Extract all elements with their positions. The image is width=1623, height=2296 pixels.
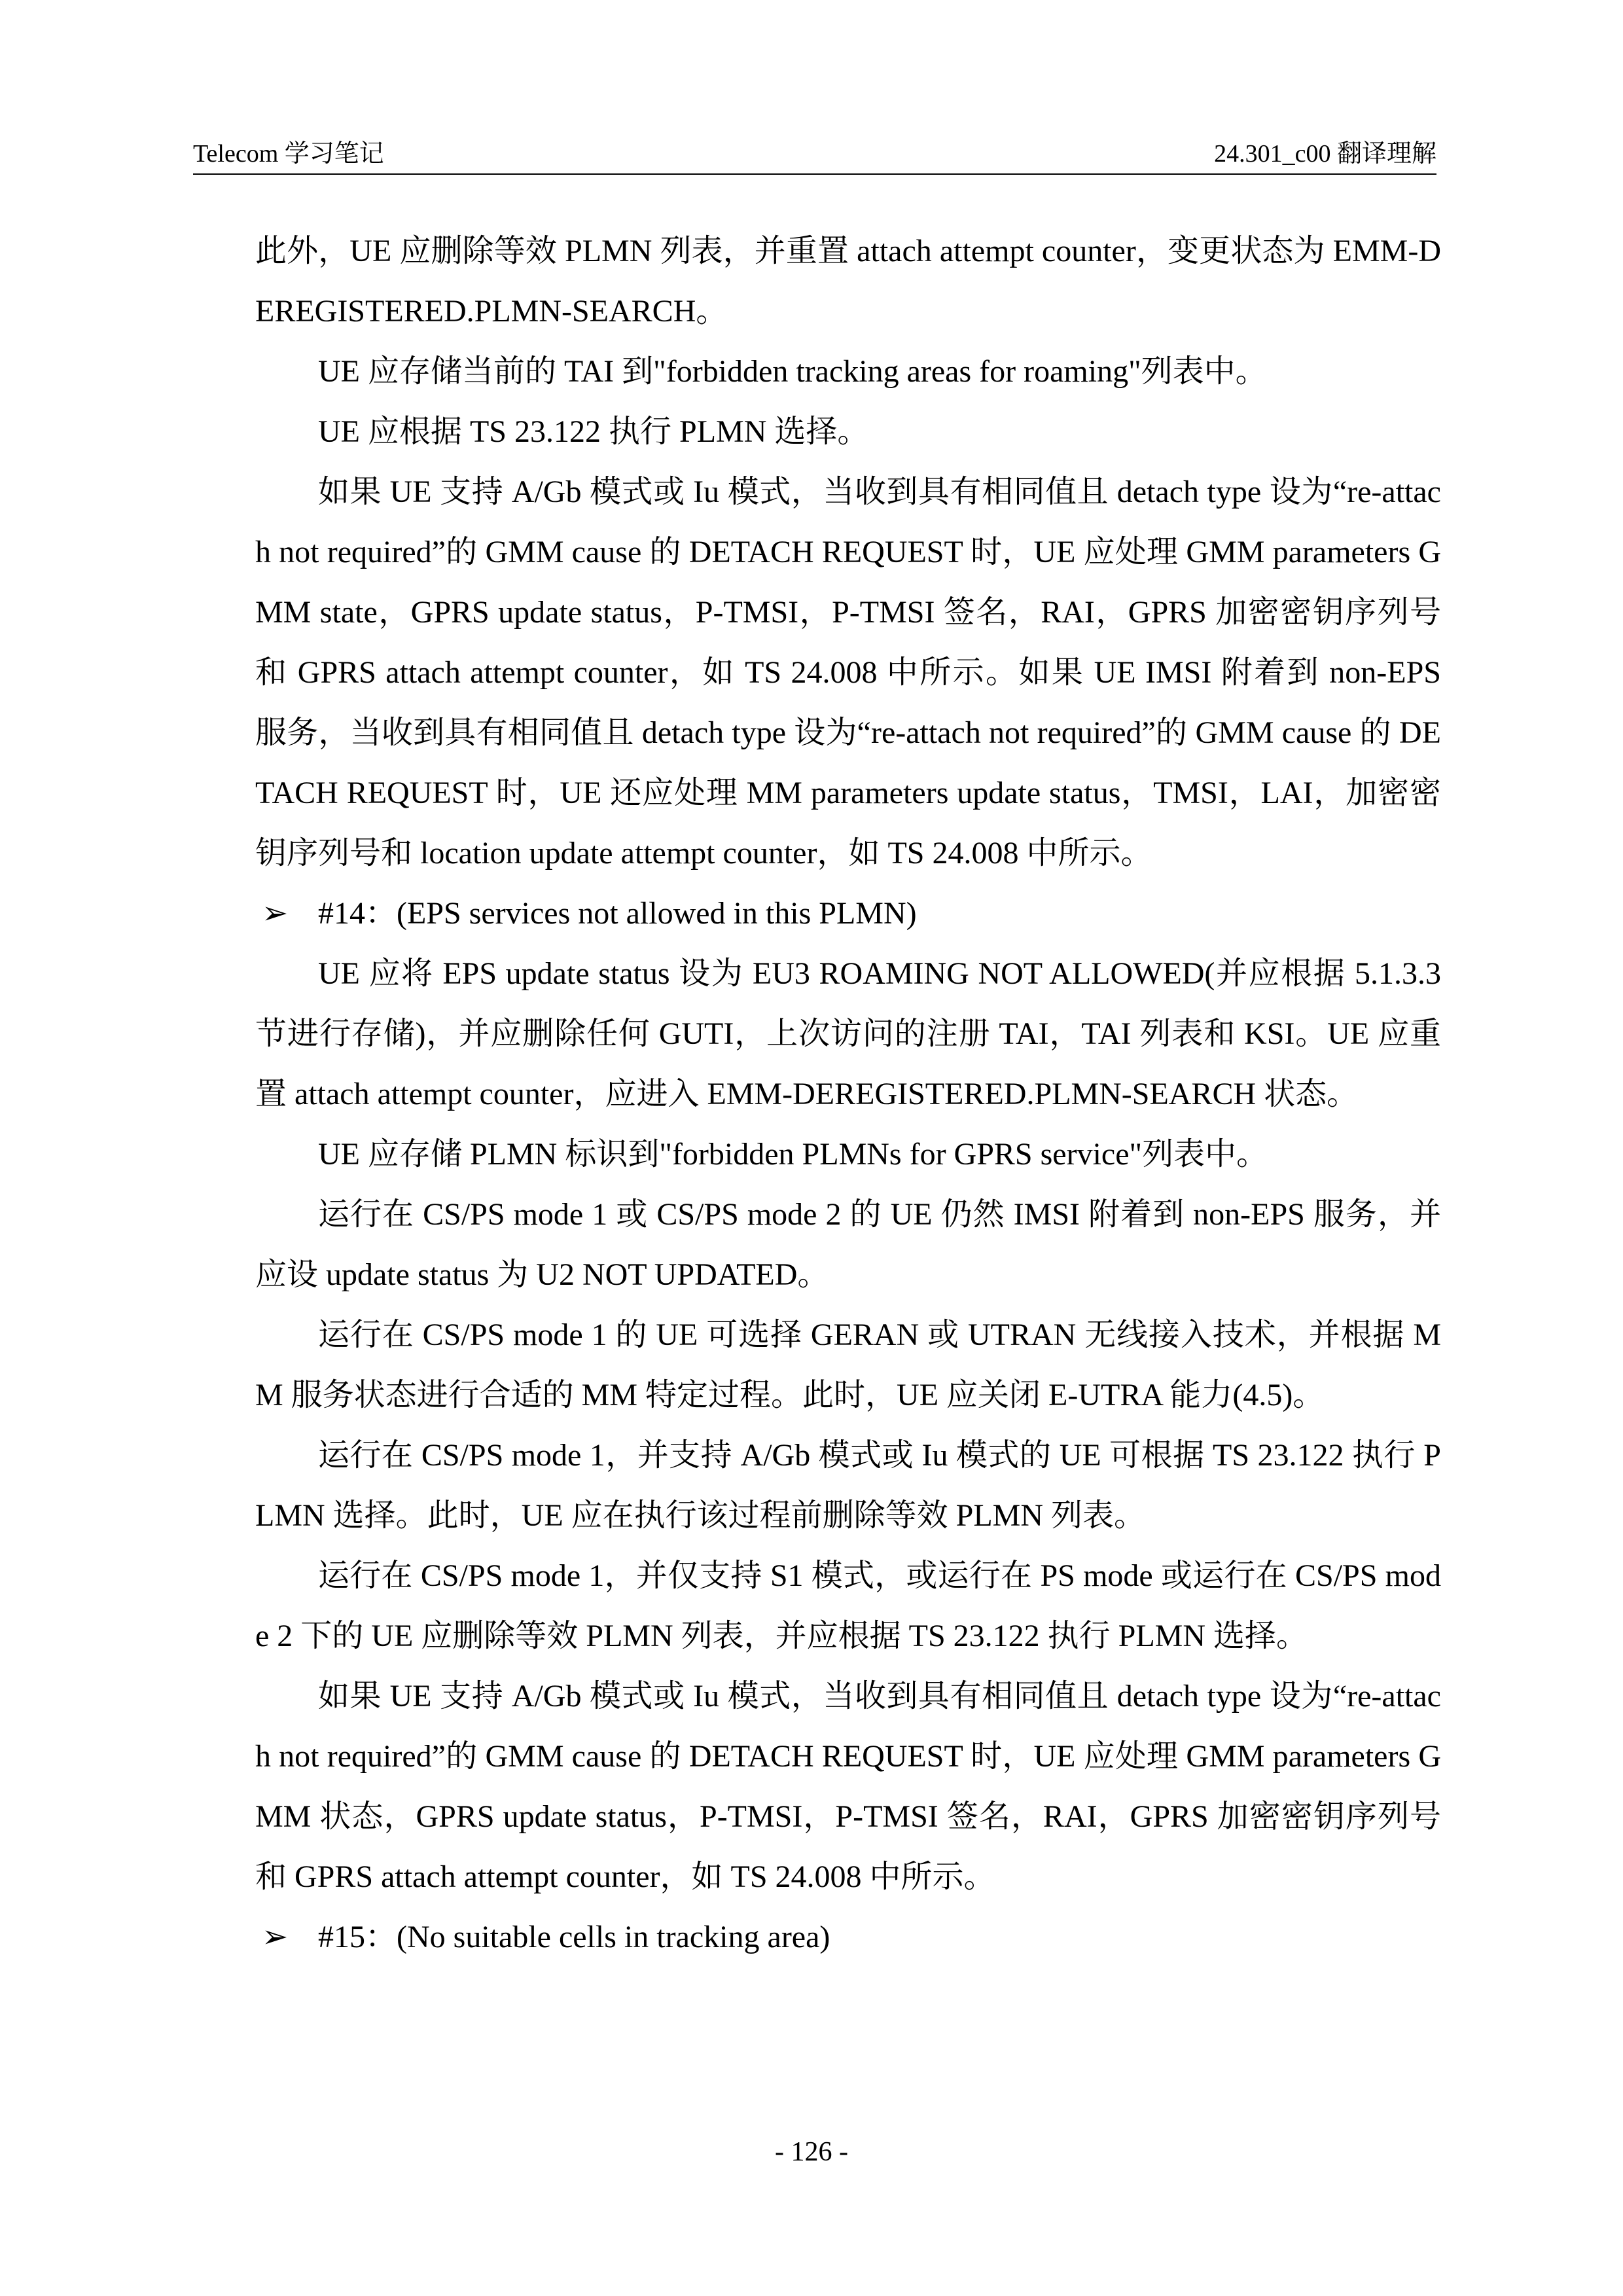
page-header <box>193 134 1436 175</box>
arrow-bullet-icon: ➢ <box>262 896 289 931</box>
header-right-title: 24.301_c00 翻译理解 <box>1214 140 1436 168</box>
paragraph: 如果 UE 支持 A/Gb 模式或 Iu 模式，当收到具有相同值且 detach type 设为“re-attach not required”的 GMM cause 的 DETACH REQUEST 时，UE 应处理 GMM parameters GMM 状态，GPRS update status，P-TMSI，P-TMSI 签名，RAI，GPRS 加密密钥序列号和 GPRS attach attempt counter，如 TS 24.008 中所示。 <box>255 1679 1441 1894</box>
paragraph: 此外，UE 应删除等效 PLMN 列表，并重置 attach attempt counter，变更状态为 EMM-DEREGISTERED.PLMN-SEARCH。 <box>255 234 1441 329</box>
bullet-text: #15：(No suitable cells in tracking area) <box>318 1920 830 1954</box>
paragraph: 运行在 CS/PS mode 1 或 CS/PS mode 2 的 UE 仍然 IMSI 附着到 non-EPS 服务，并应设 update status 为 U2 NOT UPDATED。 <box>255 1197 1441 1292</box>
paragraph: 运行在 CS/PS mode 1，并支持 A/Gb 模式或 Iu 模式的 UE 可根据 TS 23.122 执行 PLMN 选择。此时，UE 应在执行该过程前删除等效 PLMN 列表。 <box>255 1438 1441 1533</box>
paragraph: UE 应将 EPS update status 设为 EU3 ROAMING NOT ALLOWED(并应根据 5.1.3.3 节进行存储)，并应删除任何 GUTI，上次访问的注册 TAI，TAI 列表和 KSI。UE 应重置 attach attempt counter，应进入 EMM-DEREGISTERED.PLMN-SEARCH 状态。 <box>255 956 1441 1111</box>
paragraph: UE 应存储当前的 TAI 到"forbidden tracking areas for roaming"列表中。 <box>318 354 1267 389</box>
bullet-item <box>255 1907 1441 1967</box>
bullet-text: #14：(EPS services not allowed in this PLMN) <box>318 896 917 931</box>
header-left-title: Telecom 学习笔记 <box>193 140 384 168</box>
paragraph: 运行在 CS/PS mode 1，并仅支持 S1 模式，或运行在 PS mode 或运行在 CS/PS mode 2 下的 UE 应删除等效 PLMN 列表，并应根据 TS 23.122 执行 PLMN 选择。 <box>255 1558 1441 1653</box>
paragraph: 运行在 CS/PS mode 1 的 UE 可选择 GERAN 或 UTRAN 无线接入技术，并根据 MM 服务状态进行合适的 MM 特定过程。此时，UE 应关闭 E-UTRA 能力(4.5)。 <box>255 1318 1441 1412</box>
page-body <box>255 221 1441 1967</box>
paragraph: UE 应根据 TS 23.122 执行 PLMN 选择。 <box>318 414 869 449</box>
paragraph: UE 应存储 PLMN 标识到"forbidden PLMNs for GPRS service"列表中。 <box>318 1137 1268 1172</box>
paragraph: 如果 UE 支持 A/Gb 模式或 Iu 模式，当收到具有相同值且 detach type 设为“re-attach not required”的 GMM cause 的 DETACH REQUEST 时，UE 应处理 GMM parameters GMM state，GPRS update status，P-TMSI，P-TMSI 签名，RAI，GPRS 加密密钥序列号和 GPRS attach attempt counter，如 TS 24.008 中所示。如果 UE IMSI 附着到 non-EPS 服务，当收到具有相同值且 detach type 设为“re-attach not required”的 GMM cause 的 DETACH REQUEST 时，UE 还应处理 MM parameters update status，TMSI，LAI，加密密钥序列号和 location update attempt counter，如 TS 24.008 中所示。 <box>255 475 1441 870</box>
arrow-bullet-icon: ➢ <box>262 1920 289 1954</box>
page-number: - 126 - <box>775 2137 848 2167</box>
bullet-item <box>255 884 1441 944</box>
